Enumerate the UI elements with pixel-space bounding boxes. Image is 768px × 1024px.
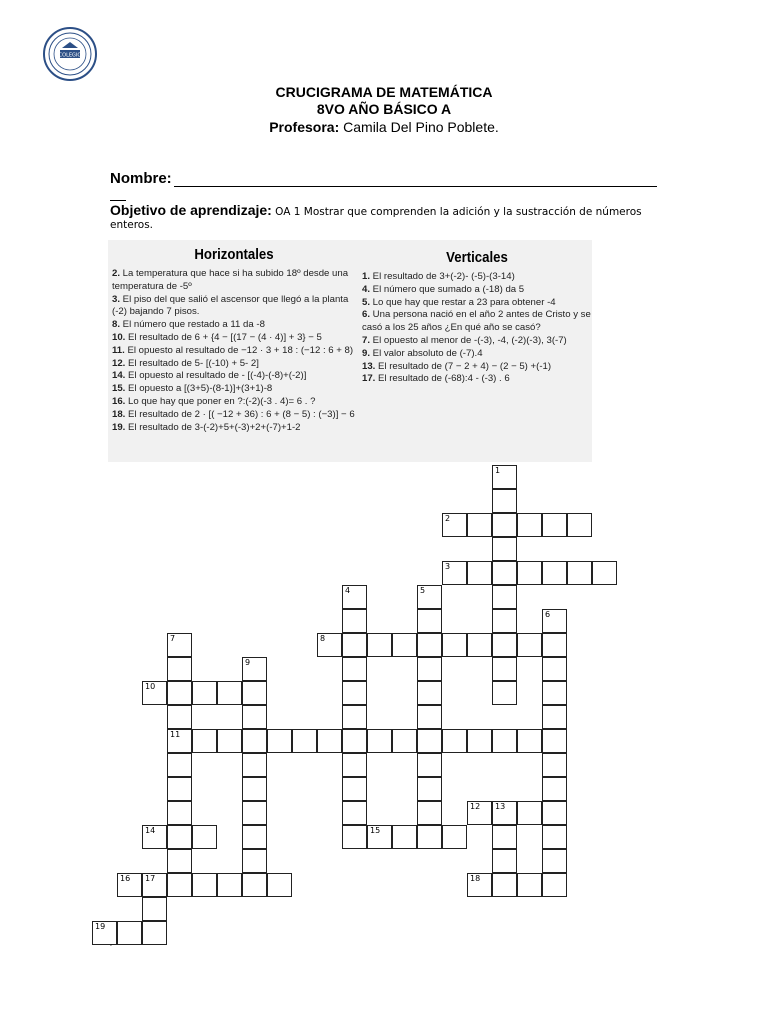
crossword-cell[interactable] <box>567 561 592 585</box>
crossword-cell[interactable] <box>417 777 442 801</box>
clue-number: 13. <box>362 360 376 372</box>
crossword-cell[interactable] <box>542 561 567 585</box>
crossword-cell[interactable] <box>342 609 367 633</box>
crossword-cell[interactable] <box>467 873 492 897</box>
clue-number: 16. <box>112 395 126 407</box>
crossword-cell[interactable] <box>417 705 442 729</box>
crossword-cell[interactable] <box>492 465 517 489</box>
crossword-cell[interactable] <box>492 849 517 873</box>
crossword-cell[interactable] <box>217 873 242 897</box>
clue-text: El opuesto al menor de -(-3), -4, (-2)(-3), 3(-7) <box>370 334 567 346</box>
clue-text: El resultado de (-68):4 - (-3) . 6 <box>375 373 510 385</box>
crossword-cell[interactable] <box>217 681 242 705</box>
crossword-cell[interactable] <box>517 801 542 825</box>
clue-number: 19. <box>112 421 126 433</box>
crossword-cell[interactable] <box>542 681 567 705</box>
crossword-cell[interactable] <box>417 801 442 825</box>
crossword-cell[interactable] <box>167 657 192 681</box>
crossword-cell[interactable] <box>542 633 567 657</box>
crossword-cell[interactable] <box>392 729 417 753</box>
crossword-cell[interactable] <box>542 873 567 897</box>
objective-text: OA 1 Mostrar que comprenden la adición y la sustracción de números enteros. <box>110 206 642 231</box>
clue-text: El valor absoluto de (-7).4 <box>370 347 483 359</box>
crossword-cell[interactable] <box>442 561 467 585</box>
crossword-cell[interactable] <box>342 801 367 825</box>
crossword-cell[interactable] <box>192 729 217 753</box>
crossword-cell[interactable] <box>367 729 392 753</box>
clue-text: El resultado de 2 · [( −12 + 36) : 6 + (8 − 5) : (−3)] − 6 <box>125 408 355 420</box>
cell-number: 14 <box>145 826 156 835</box>
teacher-label: Profesora: <box>269 119 340 135</box>
clue-number: 15. <box>112 383 126 395</box>
crossword-cell[interactable] <box>467 513 492 537</box>
cell-number: 19 <box>95 922 106 931</box>
crossword-cell[interactable] <box>492 801 517 825</box>
crossword-cell[interactable] <box>567 513 592 537</box>
crossword-cell[interactable] <box>492 873 517 897</box>
crossword-cell[interactable] <box>492 657 517 681</box>
crossword-cell[interactable] <box>242 801 267 825</box>
crossword-cell[interactable] <box>417 657 442 681</box>
cell-number: 2 <box>445 514 451 523</box>
clue-number: 6. <box>362 309 371 321</box>
worksheet-subtitle: 8VO AÑO BÁSICO A <box>316 101 452 117</box>
crossword-cell[interactable] <box>342 777 367 801</box>
cell-number: 16 <box>120 874 131 883</box>
crossword-cell[interactable] <box>492 561 517 585</box>
crossword-cell[interactable] <box>142 825 167 849</box>
clue-number: 8. <box>112 319 121 331</box>
clue-text: El opuesto a [(3+5)-(8-1)]+(3+1)-8 <box>125 383 273 395</box>
crossword-cell[interactable] <box>242 657 267 681</box>
clue-text: El opuesto al resultado de - [(-4)-(-8)+(-2)] <box>125 370 307 382</box>
crossword-cell[interactable] <box>142 873 167 897</box>
crossword-cell[interactable] <box>542 753 567 777</box>
crossword-cell[interactable] <box>242 825 267 849</box>
name-label: Nombre: <box>110 170 172 187</box>
clue-number: 9. <box>362 347 371 359</box>
clue-number: 7. <box>362 334 371 346</box>
crossword-cell[interactable] <box>417 753 442 777</box>
clue-text: El resultado de (7 − 2 + 4) − (2 − 5) +(-1) <box>375 360 552 372</box>
crossword-cell[interactable] <box>167 681 192 705</box>
crossword-cell[interactable] <box>492 681 517 705</box>
clue-text: El número que restado a 11 da -8 <box>120 319 265 331</box>
cell-number: 17 <box>145 874 156 883</box>
clue-text: El resultado de 3+(-2)- (-5)-(3-14) <box>370 271 515 282</box>
crossword-cell[interactable] <box>167 729 192 753</box>
crossword-cell[interactable] <box>542 705 567 729</box>
crossword-cell[interactable] <box>242 777 267 801</box>
crossword-cell[interactable] <box>342 753 367 777</box>
clue-text: Lo que hay que poner en ?:(-2)(-3 . 4)= 6 . ? <box>125 395 316 407</box>
crossword-cell[interactable] <box>167 753 192 777</box>
crossword-cell[interactable] <box>167 825 192 849</box>
crossword-cell[interactable] <box>317 633 342 657</box>
vertical-title: Verticales <box>446 249 508 266</box>
clue-number: 2. <box>112 268 121 279</box>
crossword-cell[interactable] <box>117 873 142 897</box>
cell-number: 10 <box>145 682 156 691</box>
clue-number: 5. <box>362 296 371 308</box>
crossword-cell[interactable] <box>92 921 117 945</box>
clue-text: Lo que hay que restar a 23 para obtener -4 <box>370 296 556 308</box>
crossword-cell[interactable] <box>392 825 417 849</box>
crossword-cell[interactable] <box>167 873 192 897</box>
crossword-cell[interactable] <box>467 633 492 657</box>
cell-number: 9 <box>245 658 251 667</box>
clue-text: El piso del que salió el ascensor que llegó a la planta (-2) bajando 7 pisos. <box>112 293 349 318</box>
crossword-cell[interactable] <box>142 681 167 705</box>
crossword-cell[interactable] <box>392 633 417 657</box>
crossword-cell[interactable] <box>542 657 567 681</box>
teacher-name: Camila Del Pino Poblete. <box>339 119 499 135</box>
stray-mark: ´ <box>110 944 113 953</box>
crossword-cell[interactable] <box>342 657 367 681</box>
crossword-cell[interactable] <box>492 513 517 537</box>
crossword-cell[interactable] <box>242 729 267 753</box>
crossword-cell[interactable] <box>492 825 517 849</box>
cell-number: 18 <box>470 874 481 883</box>
logo-text: COLEGIO <box>58 52 82 59</box>
crossword-cell[interactable] <box>242 681 267 705</box>
crossword-cell[interactable] <box>542 825 567 849</box>
crossword-cell[interactable] <box>542 609 567 633</box>
clue-number: 12. <box>112 357 126 369</box>
crossword-cell[interactable] <box>142 897 167 921</box>
crossword-cell[interactable] <box>492 609 517 633</box>
cell-number: 13 <box>495 802 506 811</box>
crossword-cell[interactable] <box>467 801 492 825</box>
crossword-cell[interactable] <box>167 633 192 657</box>
crossword-cell[interactable] <box>417 825 442 849</box>
crossword-cell[interactable] <box>242 753 267 777</box>
horizontal-title: Horizontales <box>194 246 274 263</box>
crossword-cell[interactable] <box>267 729 292 753</box>
crossword-cell[interactable] <box>492 537 517 561</box>
crossword-cell[interactable] <box>192 873 217 897</box>
crossword-cell[interactable] <box>542 849 567 873</box>
cell-number: 5 <box>420 586 426 595</box>
clue-number: 1. <box>362 271 371 282</box>
cell-number: 15 <box>370 826 381 835</box>
crossword-cell[interactable] <box>517 513 542 537</box>
crossword-cell[interactable] <box>542 513 567 537</box>
crossword-cell[interactable] <box>467 729 492 753</box>
cell-number: 11 <box>170 730 181 739</box>
crossword-cell[interactable] <box>417 609 442 633</box>
crossword-cell[interactable] <box>167 801 192 825</box>
crossword-cell[interactable] <box>517 561 542 585</box>
cell-number: 4 <box>345 586 351 595</box>
crossword-cell[interactable] <box>167 705 192 729</box>
crossword-cell[interactable] <box>342 705 367 729</box>
crossword-cell[interactable] <box>417 681 442 705</box>
crossword-cell[interactable] <box>492 585 517 609</box>
crossword-cell[interactable] <box>142 921 167 945</box>
crossword-cell[interactable] <box>492 633 517 657</box>
crossword-cell[interactable] <box>442 513 467 537</box>
crossword-cell[interactable] <box>192 681 217 705</box>
crossword-cell[interactable] <box>367 825 392 849</box>
crossword-cell[interactable] <box>167 849 192 873</box>
clue-number: 14. <box>112 370 126 382</box>
cell-number: 3 <box>445 562 451 571</box>
crossword-cell[interactable] <box>242 705 267 729</box>
crossword-cell[interactable] <box>542 801 567 825</box>
crossword-cell[interactable] <box>417 729 442 753</box>
cell-number: 6 <box>545 610 551 619</box>
crossword-cell[interactable] <box>417 633 442 657</box>
clue-number: 18. <box>112 408 126 420</box>
crossword-cell[interactable] <box>517 729 542 753</box>
clue-text: El resultado de 6 + {4 − [(17 − (4 · 4)] + 3} − 5 <box>125 331 322 343</box>
crossword-cell[interactable] <box>292 729 317 753</box>
cell-number: 8 <box>320 634 326 643</box>
crossword-cell[interactable] <box>242 873 267 897</box>
crossword-cell[interactable] <box>542 777 567 801</box>
crossword-cell[interactable] <box>442 825 467 849</box>
crossword-cell[interactable] <box>342 585 367 609</box>
crossword-cell[interactable] <box>517 633 542 657</box>
objective-label: Objetivo de aprendizaje: <box>110 202 272 218</box>
crossword-cell[interactable] <box>192 825 217 849</box>
cell-number: 12 <box>470 802 481 811</box>
worksheet-title: CRUCIGRAMA DE MATEMÁTICA <box>275 84 493 100</box>
crossword-cell[interactable] <box>517 873 542 897</box>
crossword-cell[interactable] <box>367 633 392 657</box>
crossword-cell[interactable] <box>217 729 242 753</box>
crossword-cell[interactable] <box>242 849 267 873</box>
clue-number: 3. <box>112 293 121 305</box>
cell-number: 1 <box>495 466 501 475</box>
crossword-cell[interactable] <box>417 585 442 609</box>
crossword-cell[interactable] <box>492 729 517 753</box>
crossword-cell[interactable] <box>167 777 192 801</box>
clue-text: Una persona nació en el año 2 antes de Cristo y se casó a los 25 años ¿En qué año se casó? <box>362 309 591 334</box>
clue-text: El resultado de 3-(-2)+5+(-3)+2+(-7)+1-2 <box>125 421 301 433</box>
crossword-cell[interactable] <box>442 633 467 657</box>
clue-text: La temperatura que hace si ha subido 18º desde una temperatura de -5º <box>112 268 349 292</box>
crossword-cell[interactable] <box>442 729 467 753</box>
crossword-cell[interactable] <box>542 729 567 753</box>
crossword-cell[interactable] <box>342 681 367 705</box>
crossword-cell[interactable] <box>342 729 367 753</box>
crossword-cell[interactable] <box>117 921 142 945</box>
clue-text: El resultado de 5- [(-10) + 5- 2] <box>125 357 259 369</box>
clue-number: 10. <box>112 331 126 343</box>
clue-text: El número que sumado a (-18) da 5 <box>370 283 525 295</box>
clue-number: 4. <box>362 283 371 295</box>
clue-number: 17. <box>362 373 376 385</box>
crossword-cell[interactable] <box>342 825 367 849</box>
clue-number: 11. <box>112 344 125 356</box>
clue-text: El opuesto al resultado de −12 · 3 + 18 : (−12 : 6 + 8) <box>124 344 354 356</box>
crossword-cell[interactable] <box>342 633 367 657</box>
crossword-cell[interactable] <box>492 489 517 513</box>
crossword-cell[interactable] <box>317 729 342 753</box>
crossword-cell[interactable] <box>267 873 292 897</box>
crossword-cell[interactable] <box>467 561 492 585</box>
cell-number: 7 <box>170 634 176 643</box>
crossword-cell[interactable] <box>592 561 617 585</box>
